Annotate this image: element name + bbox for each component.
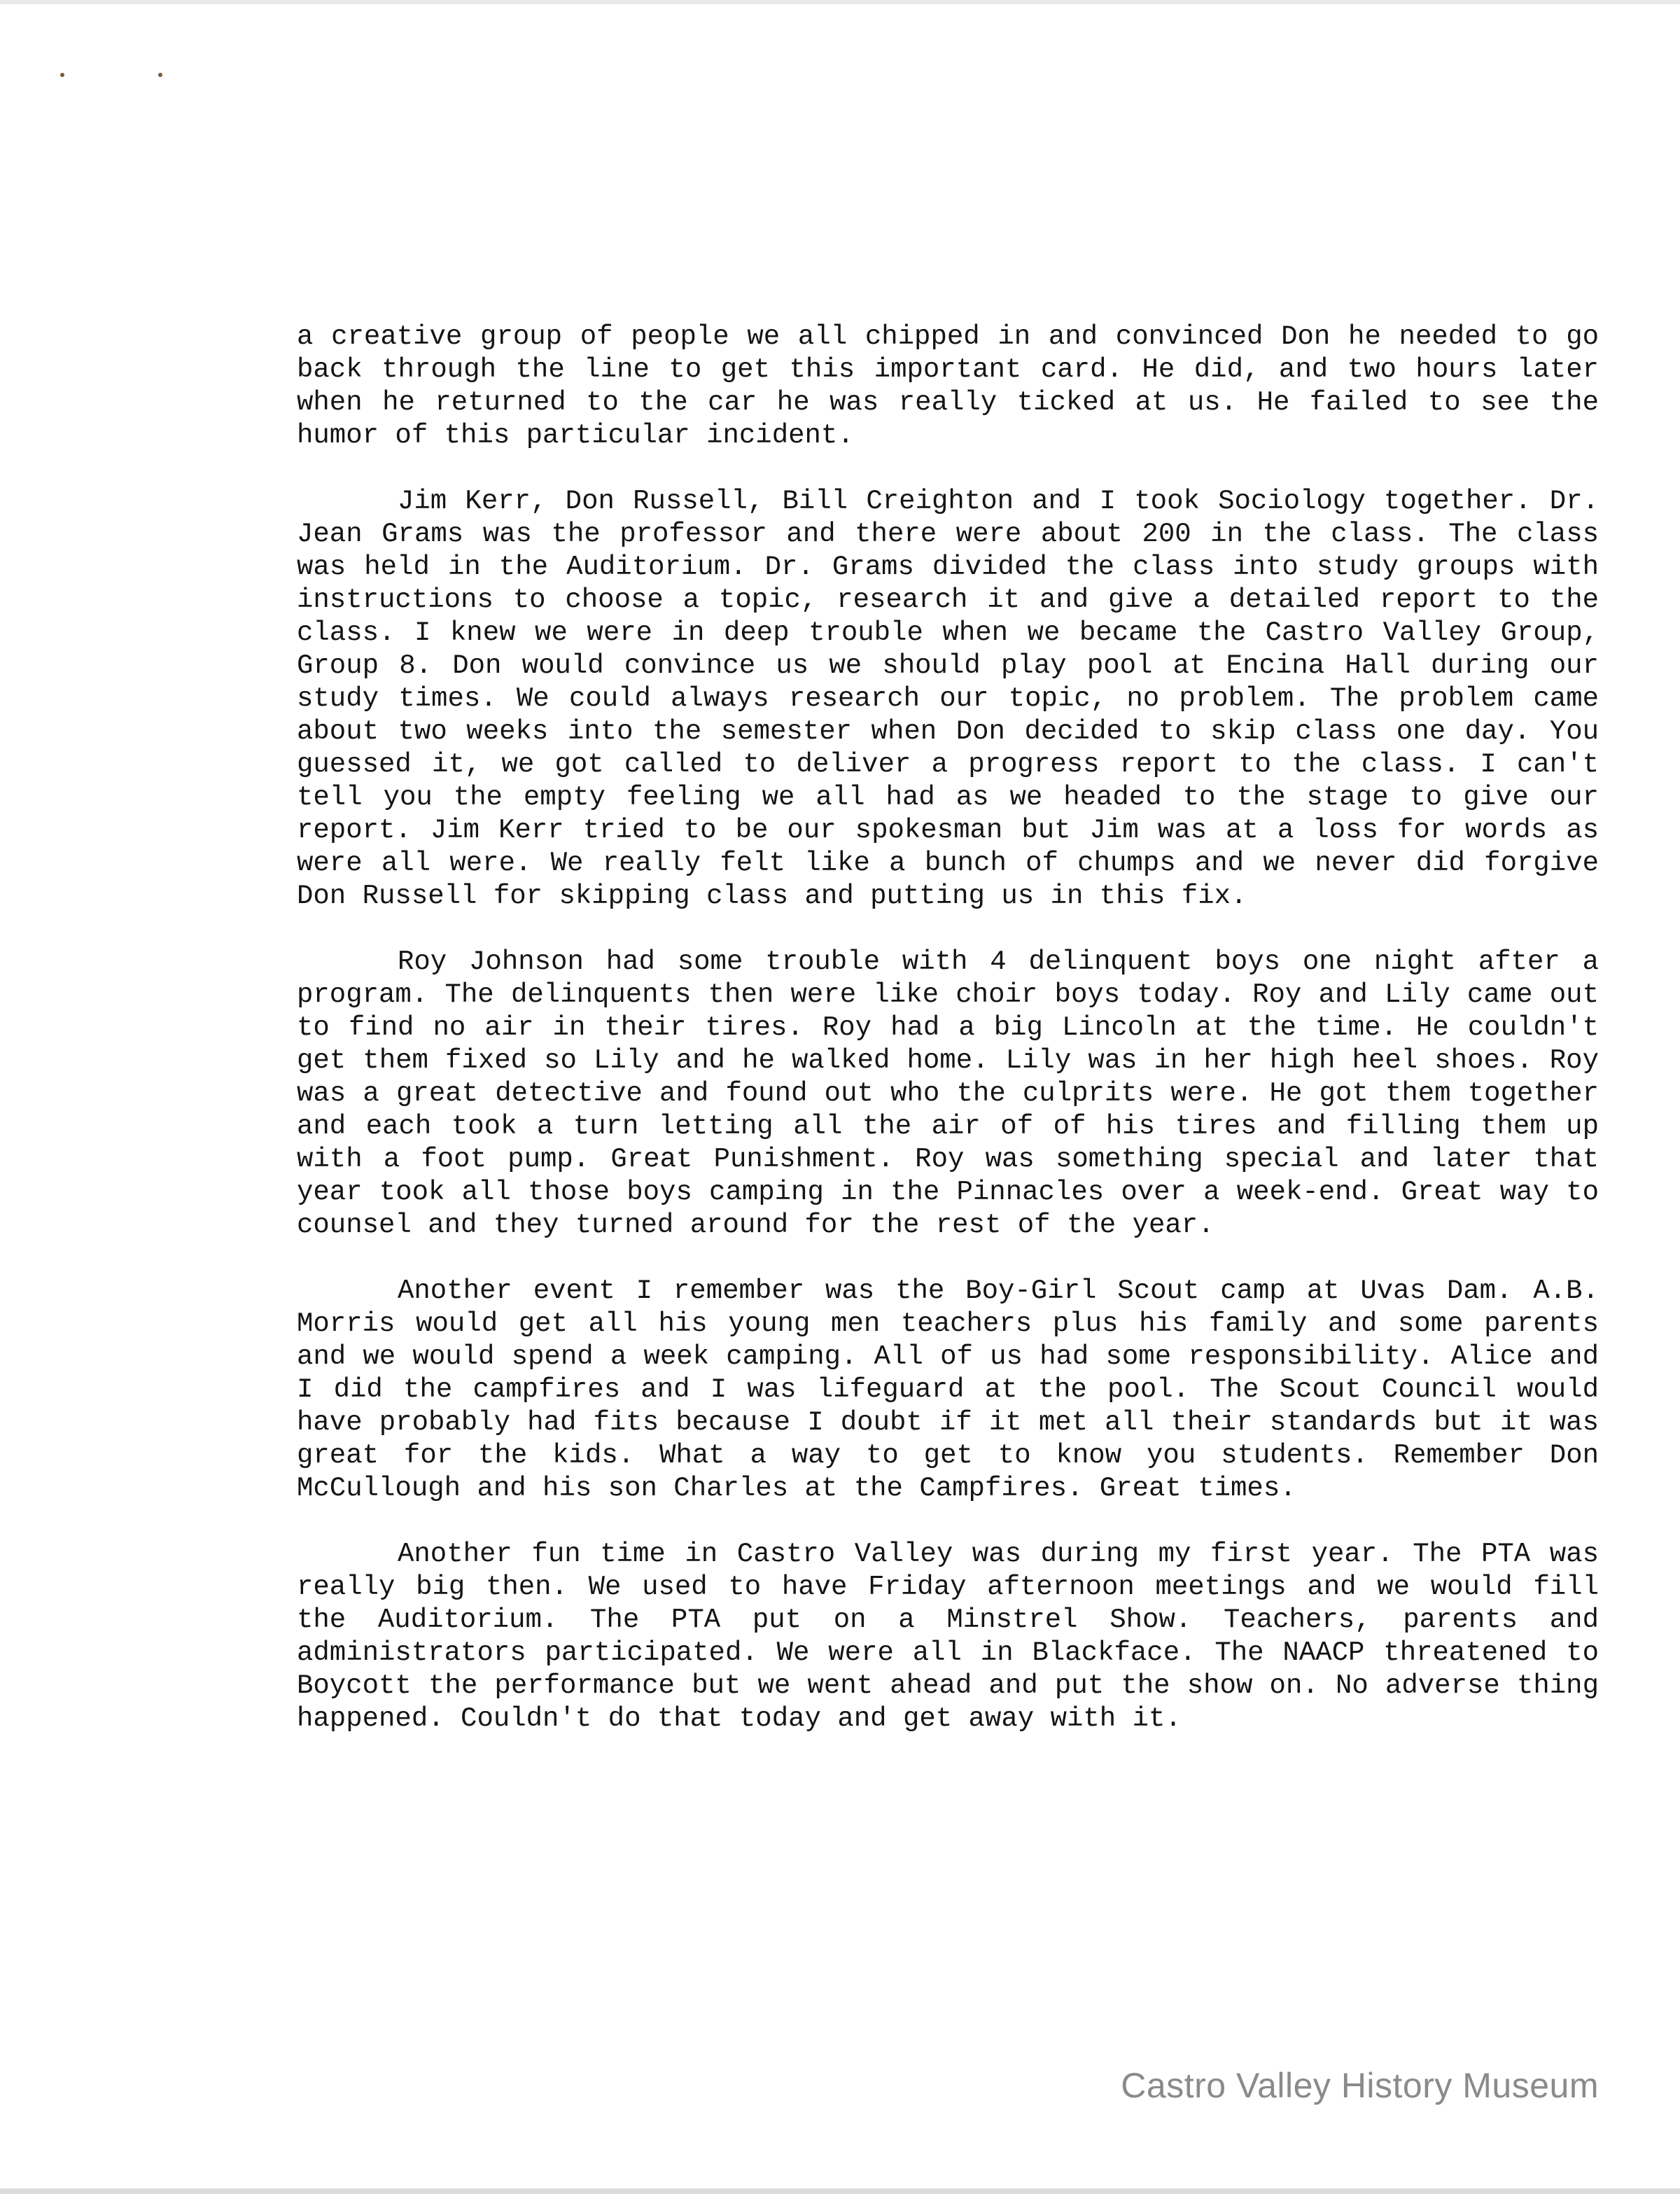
document-body [297, 321, 1599, 1735]
paper-speck [158, 73, 162, 77]
scan-edge-bottom [0, 2188, 1680, 2194]
paragraph-continuation: a creative group of people we all chipped in and convinced Don he needed to go back through the line to get this important card. He did, and two hours later when he returned to the car he was really ticked at us. He failed to see the humor of this particular incident. [297, 321, 1599, 451]
paragraph-pta-show: Another fun time in Castro Valley was during my first year. The PTA was really big then. We used to have Friday afternoon meetings and we would fill the Auditorium. The PTA put on a Minstrel Show. Teachers, parents and administrators participated. We were all in Blackface. The NAACP threatened to Boycott the performance but we went ahead and put the show on. No adverse thing happened. Couldn't do that today and get away with it. [297, 1539, 1599, 1734]
scan-edge-top [0, 0, 1680, 4]
paper-speck [60, 73, 64, 77]
paragraph-scout-camp: Another event I remember was the Boy-Girl Scout camp at Uvas Dam. A.B. Morris would get all his young men teachers plus his family and some parents and we would spend a week camping. All of us had some responsibility. Alice and I did the campfires and I was lifeguard at the pool. The Scout Council would have probably had fits because I doubt if it met all their standards but it was great for the kids. What a way to get to know you students. Remember Don McCullough and his son Charles at the Campfires. Great times. [297, 1276, 1599, 1504]
paragraph-sociology-class: Jim Kerr, Don Russell, Bill Creighton and I took Sociology together. Dr. Jean Grams was the professor and there were about 200 in the class. The class was held in the Auditorium. Dr. Grams divided the class into study groups with instructions to choose a topic, research it and give a detailed report to the class. I knew we were in deep trouble when we became the Castro Valley Group, Group 8. Don would convince us we should play pool at Encina Hall during our study times. We could always research our topic, no problem. The problem came about two weeks into the semester when Don decided to skip class one day. You guessed it, we got called to deliver a progress report to the class. I can't tell you the empty feeling we all had as we headed to the stage to give our report. Jim Kerr tried to be our spokesman but Jim was at a loss for words as were all were. We really felt like a bunch of chumps and we never did forgive Don Russell for skipping class and putting us in this fix. [297, 486, 1599, 911]
museum-watermark: Castro Valley History Museum [1121, 2066, 1599, 2105]
paragraph-roy-johnson: Roy Johnson had some trouble with 4 delinquent boys one night after a program. The delinquents then were like choir boys today. Roy and Lily came out to find no air in their tires. Roy had a big Lincoln at the time. He couldn't get them fixed so Lily and he walked home. Lily was in her high heel shoes. Roy was a great detective and found out who the culprits were. He got them together and each took a turn letting all the air of of his tires and filling them up with a foot pump. Great Punishment. Roy was something special and later that year took all those boys camping in the Pinnacles over a week-end. Great way to counsel and they turned around for the rest of the year. [297, 946, 1599, 1241]
